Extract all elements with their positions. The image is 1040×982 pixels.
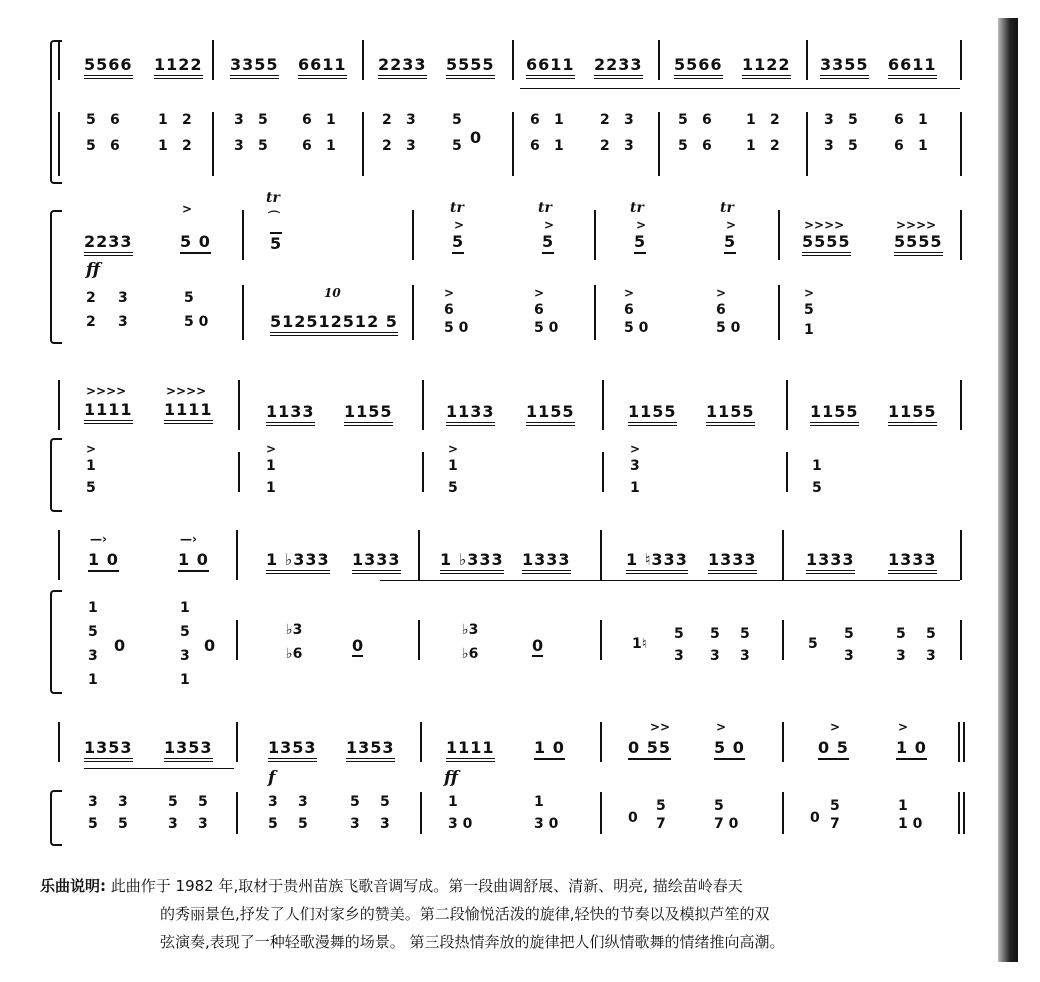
accomp-note: 5 xyxy=(258,112,268,128)
accomp-note: 5 xyxy=(830,798,840,814)
barline xyxy=(778,210,780,260)
accomp-note: 1 xyxy=(918,138,928,154)
barline xyxy=(212,40,214,80)
accomp-note: ♭6 xyxy=(462,646,479,662)
system-brace xyxy=(50,590,62,694)
melody-note-group: 5555 xyxy=(894,232,943,256)
melody-note: 1 0 xyxy=(534,738,565,760)
barline xyxy=(238,380,240,430)
barline xyxy=(238,452,240,492)
barline xyxy=(242,210,244,260)
barline xyxy=(236,722,238,762)
accomp-note: 1 xyxy=(812,458,822,474)
score-system-3 xyxy=(60,380,965,510)
melody-note-group: 1333 xyxy=(708,550,757,574)
accent-mark: > xyxy=(544,218,555,232)
trill-mark: tr xyxy=(538,200,552,216)
accomp-note: ♭6 xyxy=(286,646,303,662)
accomp-note: 3 xyxy=(234,112,244,128)
accent-mark: >>>> xyxy=(166,384,207,398)
trill-mark: tr xyxy=(720,200,734,216)
melody-note-group: 1155 xyxy=(810,402,859,426)
accomp-note: 5 xyxy=(710,626,720,642)
accomp-note: 6 xyxy=(110,112,120,128)
melody-note-group: 1155 xyxy=(526,402,575,426)
melody-note-group: 5566 xyxy=(84,55,133,79)
barline xyxy=(960,620,962,660)
accomp-note: 6 xyxy=(702,138,712,154)
accomp-note: 1♮ xyxy=(632,636,647,652)
accomp-note: 5 xyxy=(88,816,98,832)
accomp-note: 1 xyxy=(88,600,98,616)
accomp-note: 5 xyxy=(812,480,822,496)
melody-note-group: 1 ♭333 xyxy=(266,550,330,574)
melody-note-group: 1353 xyxy=(268,738,317,762)
barline xyxy=(418,530,420,580)
barline xyxy=(362,112,364,176)
barline xyxy=(242,285,244,340)
accomp-note: 5 xyxy=(380,794,390,810)
accent-mark: > xyxy=(830,720,841,734)
accomp-note: 1 xyxy=(266,480,276,496)
accomp-note: 5 xyxy=(268,816,278,832)
melody-note-group: 5555 xyxy=(446,55,495,79)
accent-mark: > xyxy=(726,218,737,232)
melody-note: 1 0 xyxy=(178,550,209,572)
accomp-note: 3 xyxy=(88,648,98,664)
score-system-4 xyxy=(60,530,965,695)
accent-mark: >> xyxy=(650,720,671,734)
melody-note-group: 1353 xyxy=(84,738,133,762)
accomp-note: 5 xyxy=(88,624,98,640)
melody-note-group: 1155 xyxy=(706,402,755,426)
accomp-note: 2 xyxy=(382,112,392,128)
melody-note-group: 1111 xyxy=(84,400,133,424)
accent-mark: > xyxy=(448,442,459,456)
barline xyxy=(658,112,660,176)
score-system-1 xyxy=(60,40,965,180)
accomp-note: 3 xyxy=(674,648,684,664)
barline xyxy=(600,792,602,834)
barline xyxy=(958,722,960,762)
barline xyxy=(594,285,596,340)
accomp-note: 5 xyxy=(808,636,818,652)
accomp-rest: 0 xyxy=(114,636,126,655)
dynamic-mark: f xyxy=(268,768,276,788)
accomp-rest: 0 xyxy=(204,636,216,655)
accent-mark: > xyxy=(266,442,277,456)
accent-mark: > xyxy=(898,720,909,734)
melody-note-group: 1 ♮333 xyxy=(626,550,688,574)
barline xyxy=(786,452,788,492)
explanation-line-3: 弦演奏,表现了一种轻歌漫舞的场景。 第三段热情奔放的旋律把人们纵情歌舞的情绪推向高潮。 xyxy=(160,933,785,951)
barline xyxy=(963,722,965,762)
barline xyxy=(782,792,784,834)
accomp-note: 3 xyxy=(406,112,416,128)
dynamic-mark: ff xyxy=(86,260,101,280)
accomp-note: 2 xyxy=(382,138,392,154)
barline xyxy=(600,722,602,762)
accomp-note: 1 xyxy=(918,112,928,128)
melody-note: 5 xyxy=(452,232,464,254)
barline xyxy=(600,620,602,660)
accomp-note: 3 xyxy=(198,816,208,832)
accent-mark: > xyxy=(716,720,727,734)
barline xyxy=(806,112,808,176)
accent-mark: > xyxy=(804,286,815,300)
accomp-note: 3 xyxy=(624,112,634,128)
melody-note-group: 6611 xyxy=(298,55,347,79)
accent-mark: > xyxy=(630,442,641,456)
accomp-note: 3 xyxy=(180,648,190,664)
barline xyxy=(236,530,238,580)
barline xyxy=(412,210,414,260)
accomp-note: 2 xyxy=(86,314,96,330)
accomp-note: 1 xyxy=(898,798,908,814)
melody-note-group: 1111 xyxy=(164,400,213,424)
crescendo-line xyxy=(380,580,960,595)
melody-note-group: 1 ♭333 xyxy=(440,550,504,574)
explanation-line-2: 的秀丽景色,抒发了人们对家乡的赞美。第二段愉悦活泼的旋律,轻快的节奏以及模拟芦笙的双 xyxy=(160,905,770,923)
accomp-note: 5 xyxy=(168,794,178,810)
melody-note: 0 5 xyxy=(818,738,849,760)
melody-note-group: 1333 xyxy=(522,550,571,574)
accomp-note: 1 xyxy=(554,112,564,128)
accomp-note: 5 xyxy=(350,794,360,810)
melody-note-group: 1333 xyxy=(352,550,401,574)
score-system-5 xyxy=(60,712,965,842)
accomp-note: 1 xyxy=(266,458,276,474)
accent-mark: > xyxy=(86,442,97,456)
accomp-note: 5 xyxy=(714,798,724,814)
accomp-note: 1 xyxy=(86,458,96,474)
melody-note: 1 0 xyxy=(88,550,119,572)
accomp-note: 6 xyxy=(302,112,312,128)
barline xyxy=(412,285,414,340)
system-brace xyxy=(50,438,62,512)
melody-note-group: 5 0 xyxy=(180,232,211,254)
accomp-note: 5 xyxy=(86,138,96,154)
accomp-note: 5 xyxy=(656,798,666,814)
barline xyxy=(594,210,596,260)
accomp-note: 6 xyxy=(894,112,904,128)
accomp-note: 3 xyxy=(406,138,416,154)
melody-note: 5 0 xyxy=(714,738,745,760)
accomp-note: 3 0 xyxy=(448,816,473,832)
scan-edge-shadow xyxy=(998,18,1018,962)
accomp-note: 1 xyxy=(534,794,544,810)
melody-note-group: 1122 xyxy=(742,55,791,79)
system-brace xyxy=(50,210,62,344)
accomp-note: 5 xyxy=(844,626,854,642)
accent-mark: > xyxy=(636,218,647,232)
accent-mark: —› xyxy=(180,532,197,546)
accomp-note: 5 xyxy=(740,626,750,642)
accomp-note: 3 xyxy=(844,648,854,664)
melody-note-group: 0 55 xyxy=(628,738,671,760)
accomp-note: 1 xyxy=(448,458,458,474)
melody-note-group: 1155 xyxy=(344,402,393,426)
accent-mark: —› xyxy=(90,532,107,546)
accomp-note: 6 xyxy=(444,302,454,318)
accomp-note: 6 xyxy=(110,138,120,154)
barline xyxy=(960,112,962,176)
melody-note: 5 xyxy=(270,234,283,253)
accomp-note: 5 xyxy=(448,480,458,496)
accomp-note: ♭3 xyxy=(462,622,479,638)
melody-note-group: 6611 xyxy=(526,55,575,79)
accent-mark: >>>> xyxy=(804,218,845,232)
accomp-note: 3 xyxy=(168,816,178,832)
accomp-note: 5 xyxy=(198,794,208,810)
accomp-note: 2 xyxy=(600,138,610,154)
barline xyxy=(960,530,962,580)
accomp-note: 5 xyxy=(118,816,128,832)
accomp-note: 6 xyxy=(624,302,634,318)
melody-note-group: 1133 xyxy=(446,402,495,426)
barline xyxy=(782,620,784,660)
accomp-note: 5 xyxy=(848,112,858,128)
barline xyxy=(960,210,962,260)
barline xyxy=(418,620,420,660)
accomp-note: 5 xyxy=(452,112,462,128)
barline xyxy=(212,112,214,176)
barline xyxy=(512,40,514,80)
melody-note: 1 0 xyxy=(896,738,927,760)
melody-note-group: 5566 xyxy=(674,55,723,79)
melody-note: 5 xyxy=(724,232,736,254)
accent-mark: > xyxy=(534,286,545,300)
accomp-note: 5 xyxy=(180,624,190,640)
accomp-note: 5 0 xyxy=(624,320,649,336)
explanation-label: 乐曲说明: xyxy=(40,877,106,895)
barline xyxy=(58,112,60,176)
melody-note-group: 1155 xyxy=(888,402,937,426)
trill-mark: tr xyxy=(630,200,644,216)
accomp-note: 1 xyxy=(746,138,756,154)
accomp-note: 5 xyxy=(674,626,684,642)
melody-note-group: 1122 xyxy=(154,55,203,79)
melody-note-group: 1333 xyxy=(888,550,937,574)
accent-mark: > xyxy=(624,286,635,300)
melody-note-group: 1111 xyxy=(446,738,495,762)
accomp-note: 5 0 xyxy=(534,320,559,336)
accomp-note: 3 xyxy=(740,648,750,664)
trill-mark: tr xyxy=(450,200,464,216)
accomp-note: 3 xyxy=(268,794,278,810)
accomp-note: 2 xyxy=(770,138,780,154)
barline xyxy=(960,40,962,80)
barline xyxy=(806,40,808,80)
accomp-rest: 0 xyxy=(470,128,482,147)
accomp-note: 5 xyxy=(804,302,814,318)
accomp-note: 1 xyxy=(326,112,336,128)
accomp-note: 1 0 xyxy=(898,816,923,832)
accomp-note: 5 xyxy=(926,626,936,642)
accomp-note: 3 0 xyxy=(534,816,559,832)
barline xyxy=(658,40,660,80)
accomp-note: 6 xyxy=(302,138,312,154)
accomp-note: 1 xyxy=(746,112,756,128)
dynamic-mark: ff xyxy=(444,768,459,788)
accomp-note: 6 xyxy=(716,302,726,318)
accomp-note: ♭3 xyxy=(286,622,303,638)
accomp-rest: 0 xyxy=(532,636,544,655)
crescendo-line xyxy=(520,88,960,103)
melody-note-group: 3355 xyxy=(230,55,279,79)
barline xyxy=(958,792,960,834)
barline xyxy=(786,380,788,430)
fermata-mark: ⌒ xyxy=(268,210,281,224)
accomp-note: 1 xyxy=(448,794,458,810)
melody-note-group: 1155 xyxy=(628,402,677,426)
accomp-note: 5 xyxy=(298,816,308,832)
accomp-note: 3 xyxy=(234,138,244,154)
barline xyxy=(58,40,60,80)
barline xyxy=(960,380,962,430)
accomp-note: 3 xyxy=(298,794,308,810)
accomp-note: 2 xyxy=(770,112,780,128)
accomp-note: 3 xyxy=(88,794,98,810)
melody-note-group: 2233 xyxy=(594,55,643,79)
barline xyxy=(422,452,424,492)
accomp-note: 3 xyxy=(630,458,640,474)
accomp-rest: 0 xyxy=(810,810,820,826)
melody-note-group: 2233 xyxy=(84,232,133,256)
barline xyxy=(778,285,780,340)
music-explanation xyxy=(40,872,970,956)
accomp-note: 2 xyxy=(182,138,192,154)
barline xyxy=(782,530,784,580)
barline xyxy=(420,722,422,762)
accomp-note: 5 xyxy=(86,112,96,128)
accomp-note: 1 xyxy=(630,480,640,496)
accomp-note: 6 xyxy=(530,138,540,154)
accomp-note: 6 xyxy=(894,138,904,154)
accent-mark: > xyxy=(454,218,465,232)
accomp-note: 7 xyxy=(656,816,666,832)
melody-note-group: 3355 xyxy=(820,55,869,79)
accomp-note: 3 xyxy=(118,794,128,810)
melody-note-group: 1353 xyxy=(164,738,213,762)
barline xyxy=(58,530,60,580)
crescendo-line xyxy=(84,768,234,783)
trill-mark: tr xyxy=(266,190,280,206)
accomp-note: 5 0 xyxy=(716,320,741,336)
accomp-note: 5 xyxy=(896,626,906,642)
barline xyxy=(58,722,60,762)
barline xyxy=(600,530,602,580)
accomp-note: 1 xyxy=(326,138,336,154)
accomp-rest: 0 xyxy=(352,636,364,655)
barline xyxy=(782,722,784,762)
accomp-note: 5 xyxy=(848,138,858,154)
melody-note-group: 1353 xyxy=(346,738,395,762)
melody-note-group: 6611 xyxy=(888,55,937,79)
barline xyxy=(362,40,364,80)
accomp-note: 3 xyxy=(118,314,128,330)
accomp-note: 7 xyxy=(830,816,840,832)
accomp-note: 1 xyxy=(804,322,814,338)
barline xyxy=(422,380,424,430)
accomp-note: 2 xyxy=(86,290,96,306)
barline xyxy=(963,792,965,834)
accomp-note: 5 xyxy=(184,290,194,306)
melody-note-group: 1333 xyxy=(806,550,855,574)
tuplet-number: 10 xyxy=(324,286,341,300)
accomp-note: 5 0 xyxy=(184,314,209,330)
barline xyxy=(236,792,238,834)
accomp-note: 5 xyxy=(258,138,268,154)
melody-note-group: 2233 xyxy=(378,55,427,79)
accomp-note: 1 xyxy=(180,672,190,688)
accomp-note: 3 xyxy=(380,816,390,832)
accent-mark: > xyxy=(444,286,455,300)
explanation-line-1: 此曲作于 1982 年,取材于贵州苗族飞歌音调写成。第一段曲调舒展、清新、明亮, 描绘苗岭春天 xyxy=(110,877,743,895)
accomp-note: 3 xyxy=(350,816,360,832)
accomp-note: 3 xyxy=(896,648,906,664)
system-brace xyxy=(50,40,62,184)
accomp-note: 5 xyxy=(678,138,688,154)
accomp-note: 2 xyxy=(182,112,192,128)
accent-mark: > xyxy=(182,202,193,216)
score-system-2 xyxy=(60,190,965,340)
accomp-note: 3 xyxy=(926,648,936,664)
accomp-note: 1 xyxy=(158,138,168,154)
accomp-note: 7 0 xyxy=(714,816,739,832)
barline xyxy=(602,380,604,430)
barline xyxy=(236,620,238,660)
accomp-note: 3 xyxy=(624,138,634,154)
melody-note-group: 1133 xyxy=(266,402,315,426)
melody-note-group: 5555 xyxy=(802,232,851,256)
accomp-note: 1 xyxy=(158,112,168,128)
accomp-note: 2 xyxy=(600,112,610,128)
accomp-note: 5 0 xyxy=(444,320,469,336)
system-brace xyxy=(50,790,62,846)
accomp-note: 6 xyxy=(530,112,540,128)
accent-mark: >>>> xyxy=(86,384,127,398)
accomp-rest: 0 xyxy=(628,810,638,826)
barline xyxy=(58,380,60,430)
accomp-note: 5 xyxy=(678,112,688,128)
barline xyxy=(602,452,604,492)
barline xyxy=(512,112,514,176)
accomp-note: 1 xyxy=(180,600,190,616)
accent-mark: > xyxy=(716,286,727,300)
melody-note: 5 xyxy=(634,232,646,254)
barline xyxy=(420,792,422,834)
accomp-note: 1 xyxy=(554,138,564,154)
accomp-note: 3 xyxy=(824,138,834,154)
accomp-note: 6 xyxy=(534,302,544,318)
accomp-note: 3 xyxy=(118,290,128,306)
accent-mark: >>>> xyxy=(896,218,937,232)
melody-note: 5 xyxy=(542,232,554,254)
accomp-note: 5 xyxy=(452,138,462,154)
accomp-note: 1 xyxy=(88,672,98,688)
accomp-note: 3 xyxy=(824,112,834,128)
accomp-note: 5 xyxy=(86,480,96,496)
accomp-note: 6 xyxy=(702,112,712,128)
melody-run: 512512512 5 xyxy=(270,312,398,336)
accomp-note: 3 xyxy=(710,648,720,664)
